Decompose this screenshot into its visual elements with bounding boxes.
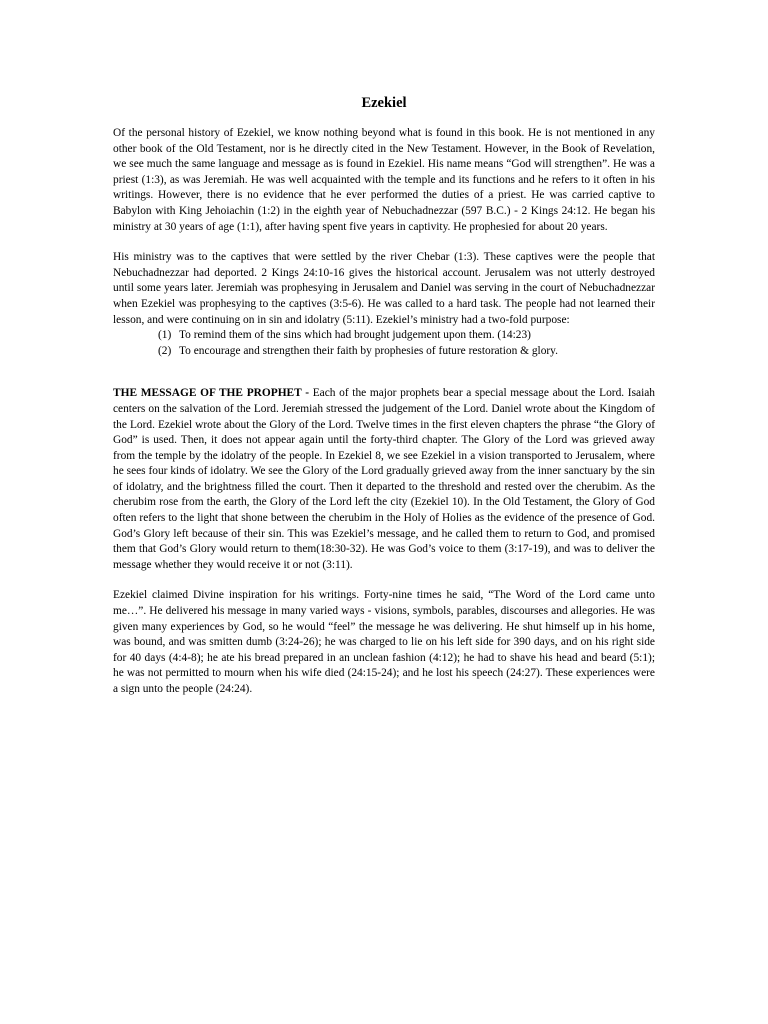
purpose-list: [113, 328, 655, 359]
paragraph-message-text: Each of the major prophets bear a special message about the Lord. Isaiah centers on the salvation of the Lord. Jeremiah stressed the judgement of the Lord. Daniel wrote about the Kingdom of the Lord. Ezekiel wrote about the Glory of the Lord. Twelve times in the first eleven chapters the phrase “the Glory of God” is used. Then, it does not appear again until the forty-third chapter. The Glory of the Lord was grieved away from the temple by the idolatry of the people. In Ezekiel 8, we see Ezekiel in a vision transported to Jerusalem, where he sees four kinds of idolatry. We see the Glory of the Lord gradually grieved away from the inner sanctuary by the sin of idolatry, and the brightness filled the court. Then it departed to the threshold and rested over the cherubim. As the cherubim rose from the earth, the Glory of the Lord left the city (Ezekiel 10). In the Old Testament, the Glory of God often refers to the light that shone between the cherubim in the Holy of Holies as the evidence of the presence of God. God’s Glory left because of their sin. This was Ezekiel’s message, and he called them to return to God, and promised them that God’s Glory would return to them(18:30-32). He was God’s voice to them (3:17-19), and was to deliver the message whether they would receive it or not (3:11).: [113, 387, 655, 571]
section-heading: THE MESSAGE OF THE PROPHET -: [113, 387, 310, 400]
paragraph-personal-history: Of the personal history of Ezekiel, we know nothing beyond what is found in this book. He is not mentioned in any other book of the Old Testament, nor is he directly cited in the New Testament. However, in the Book of Revelation, we see much the same language and message as is found in Ezekiel. His name means “God will strengthen”. He was a priest (1:3), as was Jeremiah. He was well acquainted with the temple and its functions and he refers to it often in his writings. However, there is no evidence that he ever performed the duties of a priest. He was carried captive to Babylon with King Jehoiachin (1:2) in the eighth year of Nebuchadnezzar (597 B.C.) - 2 Kings 24:12. He began his ministry at 30 years of age (1:1), after having spent five years in captivity. He prophesied for about 20 years.: [113, 127, 655, 233]
paragraph-inspiration: Ezekiel claimed Divine inspiration for his writings. Forty-nine times he said, “The Word of the Lord came unto me…”. He delivered his message in many varied ways - visions, symbols, parables, discourses and allegories. He was given many experiences by God, so he would “feel” the message he was delivering. He shut himself up in his home, was bound, and was smitten dumb (3:24-26); he was charged to lie on his left side for 390 days, and on his right side for 40 days (4:4-8); he ate his bread prepared in an unclean fashion (4:12); he had to shave his head and beard (5:1); he was not permitted to mourn when his wife died (24:15-24); and he lost his speech (24:27). These experiences were a sign unto the people (24:24).: [113, 589, 655, 695]
list-item-number: (2): [158, 344, 172, 357]
list-item-text: To remind them of the sins which had brought judgement upon them. (14:23): [179, 329, 531, 342]
document-body: [113, 126, 655, 713]
paragraph-ministry: His ministry was to the captives that were settled by the river Chebar (1:3). These captives were the people that Nebuchadnezzar had deported. 2 Kings 24:10-16 gives the historical account. Jerusalem was not utterly destroyed until some years later. Jeremiah was prophesying in Jerusalem and Daniel was serving in the court of Nebuchadnezzar when Ezekiel was prophesying to the captives (3:5-6). He was called to a hard task. The people had not learned their lesson, and were continuing on in sin and idolatry (5:11). Ezekiel’s ministry had a two-fold purpose:: [113, 251, 655, 326]
list-item: [113, 344, 655, 360]
page-title: Ezekiel: [361, 95, 407, 111]
list-item-number: (1): [158, 329, 172, 342]
paragraph-message: [113, 386, 655, 573]
list-item-text: To encourage and strengthen their faith by prophesies of future restoration & glory.: [179, 344, 558, 357]
list-item: [113, 328, 655, 344]
